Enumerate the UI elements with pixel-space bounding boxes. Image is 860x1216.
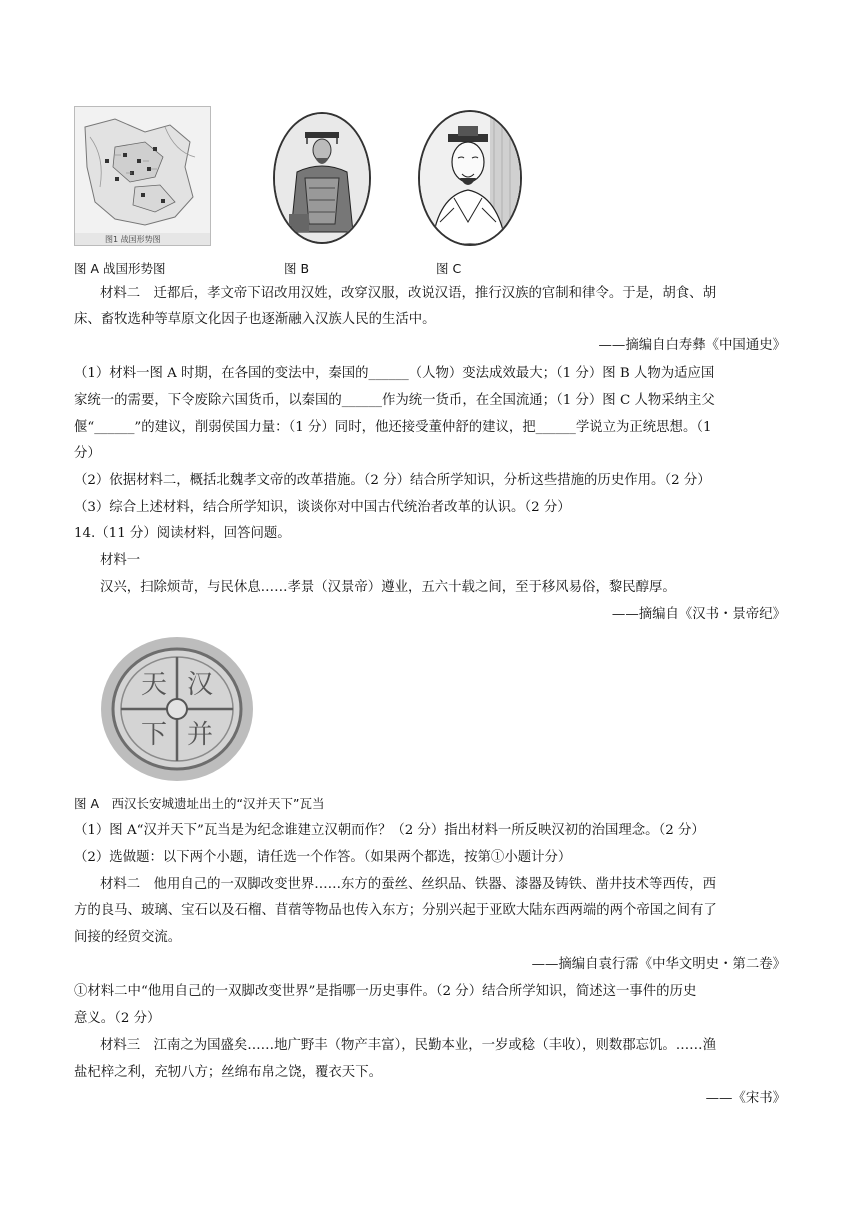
tile-char-4: 下 [140, 720, 168, 750]
q14-figure-a-caption: 图 A 西汉长安城遗址出土的“汉并天下”瓦当 [74, 796, 325, 811]
warring-states-map-image [74, 106, 211, 246]
q13-sub2: （2）依据材料二，概括北魏孝文帝的改革措施。（2 分）结合所学知识，分析这些措施的历史作用。（2 分） [74, 473, 711, 488]
figure-row [70, 100, 540, 250]
q14-sub2: （2）选做题：以下两个小题，请任选一个作答。（如果两个都选，按第①小题计分） [74, 850, 572, 865]
q14-option1-line1: ①材料二中“他用自己的一双脚改变世界”是指哪一历史事件。（2 分）结合所学知识，简述这一事件的历史 [74, 984, 697, 999]
q13-sub1-line1: （1）材料一图 A 时期，在各国的变法中，秦国的______（人物）变法成效最大；（1 分）图 B 人物为适应国 [74, 366, 715, 381]
q14-material2-line3: 间接的经贸交流。 [74, 930, 182, 945]
q13-sub1-line3: 偃“______”的建议，削弱侯国力量：（1 分）同时，他还接受董仲舒的建议，把______学说立为正统思想。（1 [74, 420, 712, 435]
tile-char-2: 并 [186, 720, 214, 750]
q14-material2-line2: 方的良马、玻璃、宝石以及石榴、苜蓿等物品也传入东方；分别兴起于亚欧大陆东西两端的两个帝国之间有了 [74, 903, 717, 918]
q14-header: 14.（11 分）阅读材料，回答问题。 [74, 526, 291, 541]
q13-material2-source: ——摘编自白寿彝《中国通史》 [598, 338, 786, 353]
q13-material2-line1: 材料二 迁都后，孝文帝下诏改用汉姓，改穿汉服，改说汉语，推行汉族的官制和律令。于是，胡食、胡 [100, 286, 716, 301]
q14-material1-title: 材料一 [100, 553, 141, 568]
figure-a-label: 图 A 战国形势图 [74, 261, 166, 276]
q13-sub1-line2: 家统一的需要，下令废除六国货币，以秦国的______作为统一货币，在全国流通；（1 分）图 C 人物采纳主父 [74, 393, 715, 408]
q14-material2-line1: 材料二 他用自己的一双脚改变世界……东方的蚕丝、丝织品、铁器、漆器及铸铁、凿井技术等西传，西 [100, 877, 716, 892]
q14-option1-line2: 意义。（2 分） [74, 1011, 161, 1026]
q14-material3-line2: 盐杞梓之利，充牣八方；丝绵布帛之饶，覆衣天下。 [74, 1065, 382, 1080]
map-drawing [75, 107, 210, 245]
portrait-c-drawing [420, 112, 520, 244]
qin-shihuang-portrait-image [273, 112, 371, 244]
map-inner-caption: 图1 战国形势图 [105, 235, 161, 244]
q13-material2-line2: 床、畜牧选种等草原文化因子也逐渐融入汉族人民的生活中。 [74, 312, 436, 327]
q13-sub3: （3）综合上述材料，结合所学知识，谈谈你对中国古代统治者改革的认识。（2 分） [74, 500, 571, 515]
tile-char-1: 汉 [186, 670, 214, 700]
q14-material1-text: 汉兴，扫除烦苛，与民休息……孝景（汉景帝）遵业，五六十载之间，至于移风易俗，黎民醇厚。 [100, 580, 676, 595]
portrait-b-drawing [275, 114, 369, 242]
q13-sub1-line4: 分） [74, 446, 101, 461]
q14-material2-source: ——摘编自袁行霈《中华文明史・第二卷》 [531, 957, 786, 972]
tile-drawing [98, 635, 256, 783]
q14-material1-source: ——摘编自《汉书・景帝纪》 [611, 607, 786, 622]
emperor-wu-portrait-image [418, 110, 522, 246]
q14-sub1: （1）图 A“汉并天下”瓦当是为纪念谁建立汉朝而作？（2 分）指出材料一所反映汉初的治国理念。（2 分） [74, 823, 705, 838]
q14-material3-line1: 材料三 江南之为国盛矣……地广野丰（物产丰富），民勤本业，一岁或稔（丰收），则数郡忘饥。……渔 [100, 1038, 716, 1053]
figure-c-label: 图 C [436, 261, 462, 276]
tile-char-3: 天 [140, 670, 168, 700]
han-tile-image [98, 635, 256, 783]
q14-material3-source: ——《宋书》 [705, 1091, 786, 1106]
figure-b-label: 图 B [284, 261, 310, 276]
